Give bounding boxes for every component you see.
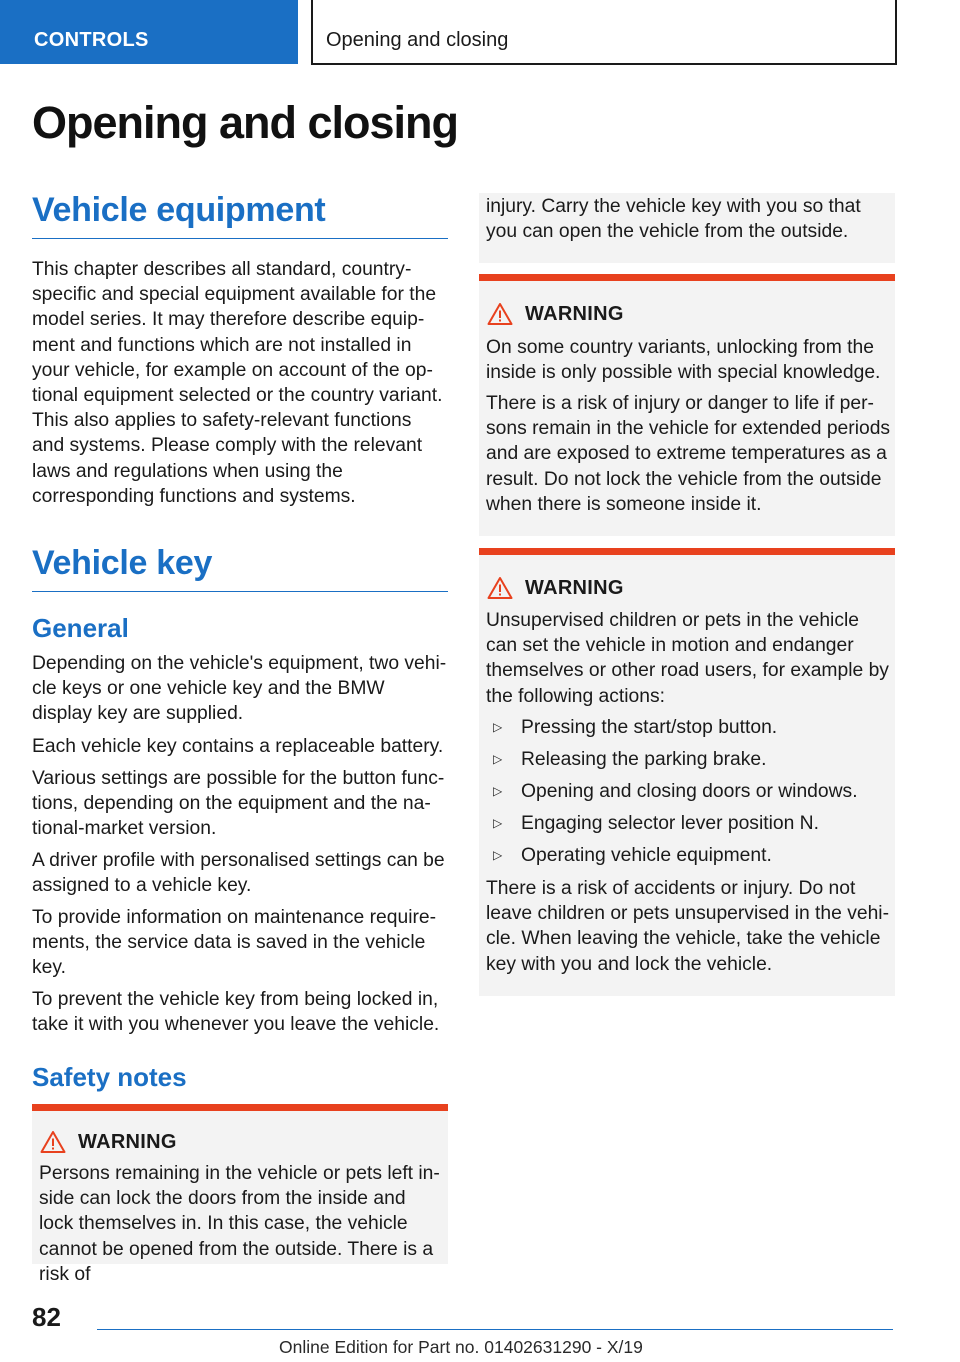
warning-label: WARNING bbox=[525, 302, 624, 325]
list-item-text: Pressing the start/stop button. bbox=[521, 717, 778, 738]
bullet-triangle-icon: ▷ bbox=[493, 720, 503, 734]
warning-2-paragraph-1: On some country variants, unlocking from the inside is only possible with special knowledge. bbox=[486, 337, 881, 384]
footer-divider bbox=[97, 1329, 893, 1330]
warning-box-2 bbox=[479, 274, 895, 536]
bullet-triangle-icon: ▷ bbox=[493, 784, 503, 798]
warning-label: WARNING bbox=[525, 576, 624, 599]
footer-edition: Online Edition for Part no. 01402631290 - X/19 bbox=[279, 1337, 643, 1357]
general-paragraph-2: Each vehicle key contains a replaceable battery. bbox=[32, 736, 444, 757]
list-item bbox=[493, 747, 766, 772]
warning-box-3 bbox=[479, 548, 895, 996]
warning-bar bbox=[479, 274, 895, 281]
section-label: CONTROLS bbox=[34, 29, 149, 51]
chapter-label: Opening and closing bbox=[326, 29, 509, 51]
heading-vehicle-equipment: Vehicle equipment bbox=[32, 191, 448, 239]
list-item-text: Engaging selector lever position N. bbox=[521, 813, 819, 834]
list-item bbox=[493, 715, 777, 740]
warning-header bbox=[487, 576, 624, 600]
warning-2-paragraph-2: There is a risk of injury or danger to life if persons remain in the vehicle for extended periods and are exposed to extreme temperatures as a result. Do not lock the vehicle from the outside when there is someone inside it. bbox=[486, 393, 891, 515]
list-item-text: Releasing the parking brake. bbox=[521, 749, 767, 770]
warning-1-text: Persons remaining in the vehicle or pets left inside can lock the doors from the inside and lock themselves in. In this case, the vehicle cannot be opened from the outside. There is a risk of bbox=[39, 1163, 440, 1285]
list-item-text: Operating vehicle equipment. bbox=[521, 845, 772, 866]
general-paragraph-4: A driver profile with personalised settings can be assigned to a vehicle key. bbox=[32, 850, 445, 897]
general-paragraph-6: To prevent the vehicle key from being locked in, take it with you whenever you leave the vehicle. bbox=[32, 989, 440, 1036]
bullet-triangle-icon: ▷ bbox=[493, 816, 503, 830]
list-item bbox=[493, 779, 858, 804]
heading-vehicle-key: Vehicle key bbox=[32, 544, 448, 592]
general-paragraph-5: To provide information on maintenance requirements, the service data is saved in the vehicle key. bbox=[32, 907, 437, 979]
vehicle-equipment-text: This chapter describes all standard, country-specific and special equipment available for the model series. It may therefore describe equipment and functions which are not installed in your vehicle, for example on account of the optional equipment selected or the country variant. This also applies to safety-relevant functions and systems. Please comply with the relevant laws and regulations when using the corresponding functions and systems. bbox=[32, 259, 443, 507]
warning-header bbox=[40, 1130, 177, 1154]
list-item bbox=[493, 811, 819, 836]
warning-3-outro: There is a risk of accidents or injury. Do not leave children or pets unsupervised in the vehicle. When leaving the vehicle, take the vehicle key with you and lock the vehicle. bbox=[486, 878, 889, 975]
heading-general: General bbox=[32, 613, 129, 643]
list-item-text: Opening and closing doors or windows. bbox=[521, 781, 858, 802]
warning-triangle-icon bbox=[487, 302, 513, 326]
warning-box-1-continued bbox=[479, 193, 895, 263]
section-tab bbox=[0, 0, 298, 64]
general-paragraph-1: Depending on the vehicle's equipment, two vehicle keys or one vehicle key and the BMW display key are supplied. bbox=[32, 653, 447, 725]
warning-bar bbox=[479, 548, 895, 555]
warning-triangle-icon bbox=[40, 1130, 66, 1154]
warning-bar bbox=[32, 1104, 448, 1111]
warning-header bbox=[487, 302, 624, 326]
warning-3-intro: Unsupervised children or pets in the vehicle can set the vehicle in motion and endanger themselves or other road users, for example by the following actions: bbox=[486, 610, 889, 707]
page-title: Opening and closing bbox=[32, 97, 459, 148]
bullet-triangle-icon: ▷ bbox=[493, 848, 503, 862]
bullet-triangle-icon: ▷ bbox=[493, 752, 503, 766]
warning-label: WARNING bbox=[78, 1130, 177, 1153]
warning-box-1 bbox=[32, 1104, 448, 1285]
chapter-header bbox=[311, 0, 897, 65]
page-number: 82 bbox=[32, 1302, 61, 1332]
warning-1-continued-text: injury. Carry the vehicle key with you so that you can open the vehicle from the outside. bbox=[486, 196, 861, 243]
warning-triangle-icon bbox=[487, 576, 513, 600]
list-item bbox=[493, 843, 772, 868]
general-paragraph-3: Various settings are possible for the button functions, depending on the equipment and the national-market version. bbox=[32, 768, 445, 840]
heading-safety-notes: Safety notes bbox=[32, 1062, 187, 1092]
